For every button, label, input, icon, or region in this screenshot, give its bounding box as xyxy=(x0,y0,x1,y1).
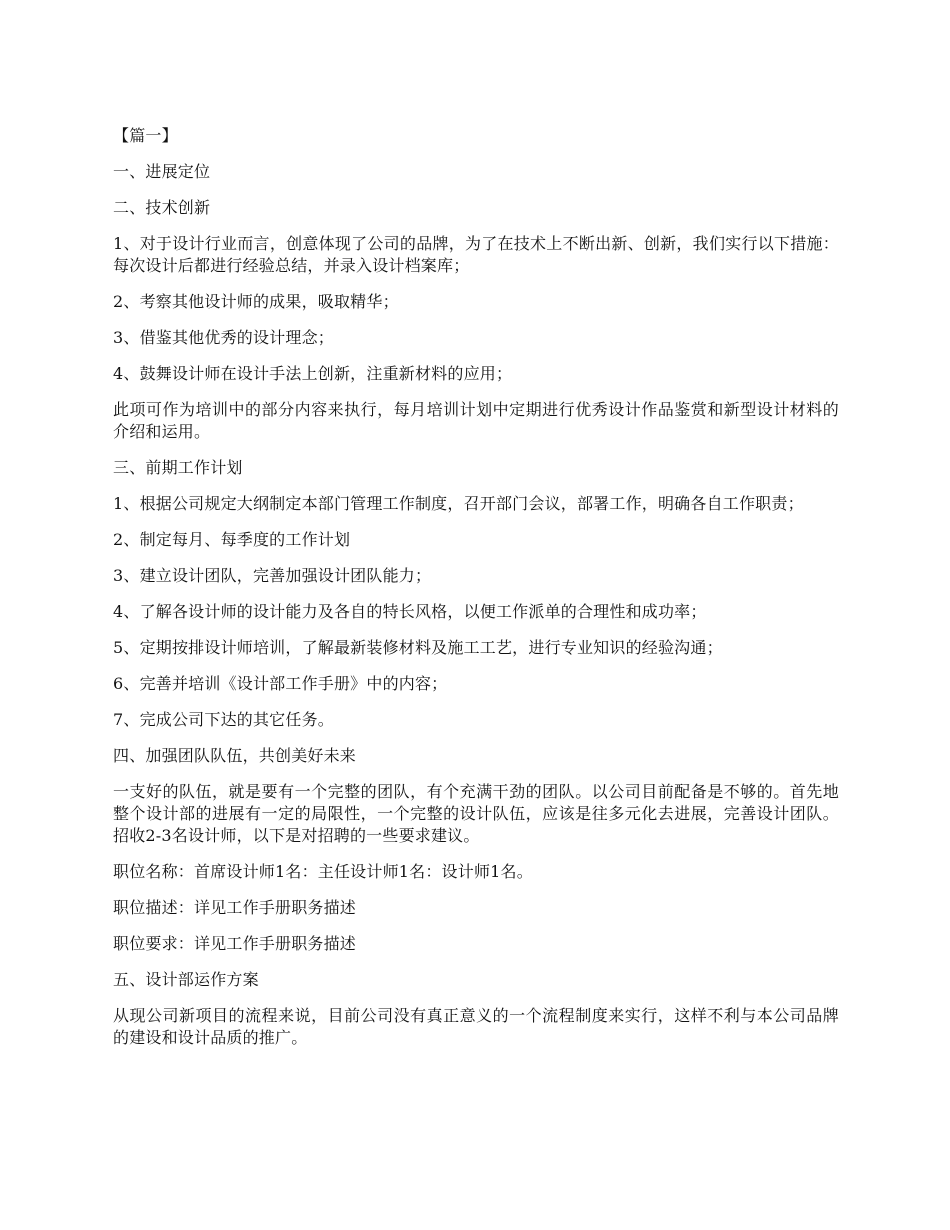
list-item: 3、建立设计团队，完善加强设计团队能力； xyxy=(113,566,432,585)
list-item: 3、借鉴其他优秀的设计理念； xyxy=(113,328,334,347)
body-paragraph: 此项可作为培训中的部分内容来执行，每月培训计划中定期进行优秀设计作品鉴赏和新型设计材料的介绍和运用。 xyxy=(113,400,839,441)
list-item: 4、鼓舞设计师在设计手法上创新，注重新材料的应用； xyxy=(113,364,513,383)
list-item: 4、了解各设计师的设计能力及各自的特长风格，以便工作派单的合理性和成功率； xyxy=(113,602,707,621)
list-item: 2、考察其他设计师的成果，吸取精华； xyxy=(113,292,399,311)
job-title-line: 职位名称：首席设计师1名：主任设计师1名：设计师1名。 xyxy=(113,862,533,881)
heading-positioning: 一、进展定位 xyxy=(113,162,211,181)
job-description-line: 职位描述：详见工作手册职务描述 xyxy=(113,898,357,917)
list-item: 1、根据公司规定大纲制定本部门管理工作制度，召开部门会议，部署工作，明确各自工作职责； xyxy=(113,494,804,513)
list-item: 5、定期按排设计师培训，了解最新装修材料及施工工艺，进行专业知识的经验沟通； xyxy=(113,638,723,657)
heading-team: 四、加强团队队伍，共创美好未来 xyxy=(113,746,357,765)
heading-tech-innovation: 二、技术创新 xyxy=(113,198,211,217)
job-requirements-line: 职位要求：详见工作手册职务描述 xyxy=(113,934,357,953)
body-paragraph: 从现公司新项目的流程来说，目前公司没有真正意义的一个流程制度来实行，这样不利与本公司品牌的建设和设计品质的推广。 xyxy=(113,1006,839,1047)
list-item: 6、完善并培训《设计部工作手册》中的内容； xyxy=(113,674,448,693)
document-body xyxy=(113,125,839,1063)
body-paragraph: 一支好的队伍，就是要有一个完整的团队，有个充满干劲的团队。以公司目前配备是不够的。首先地整个设计部的进展有一定的局限性，一个完整的设计队伍，应该是往多元化去进展，完善设计团队。招收2-3名设计师，以下是对招聘的一些要求建议。 xyxy=(113,782,839,845)
heading-early-plan: 三、前期工作计划 xyxy=(113,458,243,477)
heading-operation-plan: 五、设计部运作方案 xyxy=(113,970,259,989)
list-item: 2、制定每月、每季度的工作计划 xyxy=(113,530,351,549)
section-label: 【篇一】 xyxy=(113,126,178,145)
list-item: 7、完成公司下达的其它任务。 xyxy=(113,710,334,729)
list-item: 1、对于设计行业而言，创意体现了公司的品牌，为了在技术上不断出新、创新，我们实行以下措施：每次设计后都进行经验总结，并录入设计档案库； xyxy=(113,234,839,275)
